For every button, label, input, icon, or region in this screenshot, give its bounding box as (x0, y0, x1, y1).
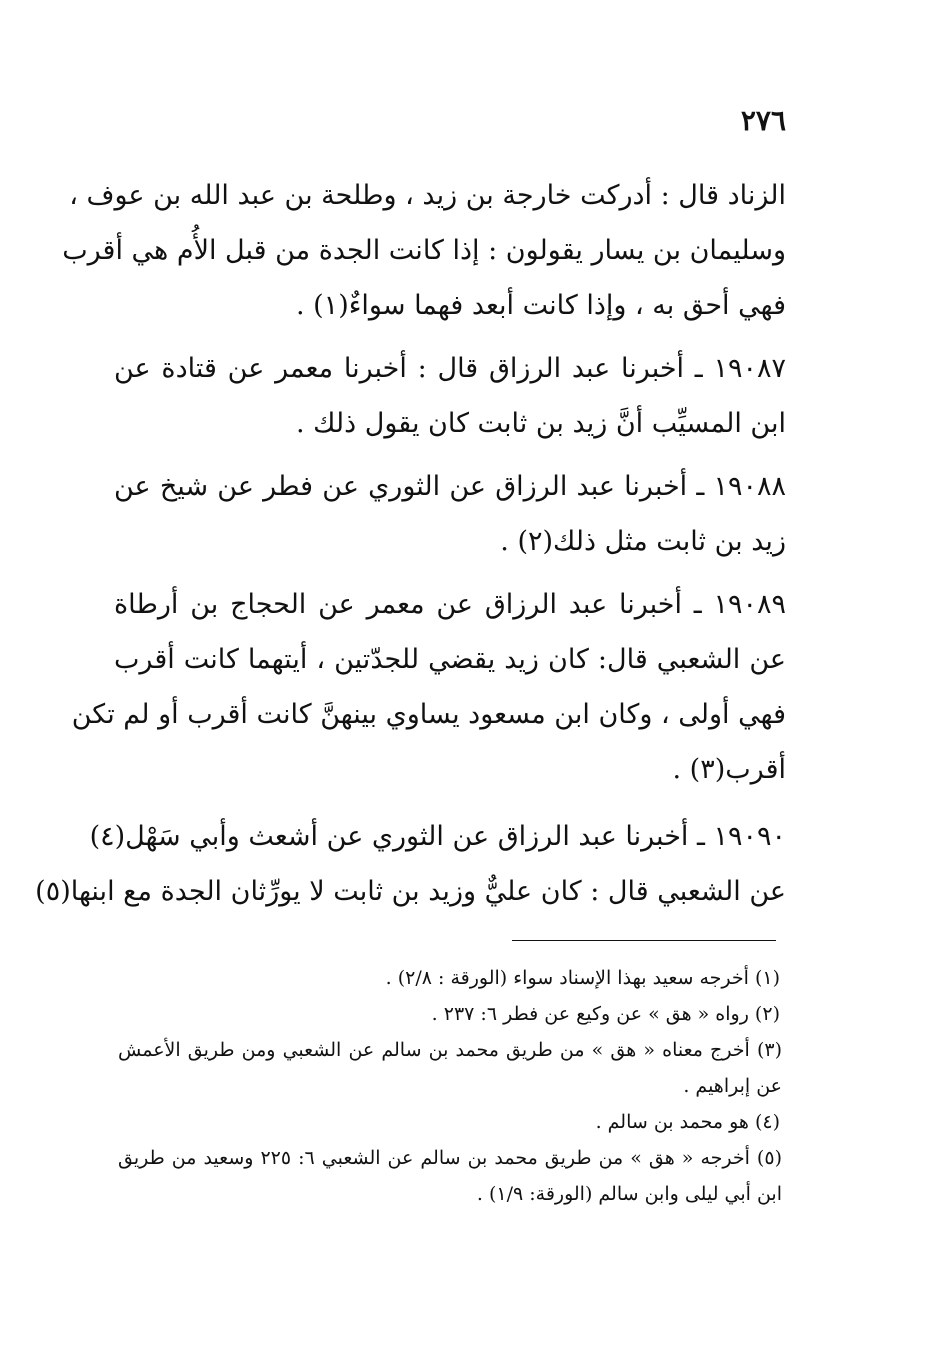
text-line: ١٩٠٨٧ ـ أخبرنا عبد الرزاق قال : أخبرنا معمر عن قتادة عن (114, 353, 786, 384)
text-line: زيد بن ثابت مثل ذلك(٢) . (500, 526, 786, 557)
footnote-2 (118, 996, 782, 1032)
text-line: عن الشعبي قال: كان زيد يقضي للجدّتين ، أيتهما كانت أقرب (114, 644, 786, 675)
text-line: ١٩٠٩٠ ـ أخبرنا عبد الرزاق عن الثوري عن أشعث وأبي سَهْل(٤) (89, 821, 786, 852)
paragraph-19087 (114, 341, 786, 451)
footnote-3 (118, 1032, 782, 1104)
paragraph-19088 (114, 459, 786, 569)
text-line: فهي أحق به ، وإذا كانت أبعد فهما سواءٌ(١) . (295, 290, 786, 321)
footnotes (118, 960, 782, 1212)
text-line: فهي أولى ، وكان ابن مسعود يساوي بينهنَّ كانت أقرب أو لم تكن (71, 699, 786, 730)
footnote-line: عن إبراهيم . (683, 1075, 782, 1097)
page-number: ٢٧٦ (740, 104, 786, 137)
text-line: الزناد قال : أدركت خارجة بن زيد ، وطلحة بن عبد الله بن عوف ، (69, 180, 786, 211)
text-line: ١٩٠٨٩ ـ أخبرنا عبد الرزاق عن معمر عن الحجاج بن أرطاة (114, 589, 786, 620)
paragraph-19089 (71, 577, 786, 797)
footnote-line: (٤) هو محمد بن سالم . (595, 1111, 780, 1133)
paragraph-19090 (35, 809, 786, 919)
text-line: ابن المسيِّب أنَّ زيد بن ثابت كان يقول ذلك . (295, 408, 786, 439)
footnote-separator (512, 940, 776, 941)
footnote-line: (١) أخرجه سعيد بهذا الإسناد سواء (الورقة : ٢/٨) . (385, 967, 780, 989)
main-text (35, 168, 786, 919)
text-line: عن الشعبي قال : كان عليٌّ وزيد بن ثابت لا يورِّثان الجدة مع ابنها(٥) (35, 876, 786, 907)
footnote-5 (118, 1140, 782, 1212)
footnote-line: ابن أبي ليلى وابن سالم (الورقة: ١/٩) . (476, 1183, 782, 1205)
text-line: وسليمان بن يسار يقولون : إذا كانت الجدة من قبل الأُم هي أقرب (62, 235, 786, 266)
text-line: أقرب(٣) . (672, 754, 786, 785)
footnote-1 (118, 960, 782, 996)
text-line: ١٩٠٨٨ ـ أخبرنا عبد الرزاق عن الثوري عن فطر عن شيخ عن (114, 471, 786, 502)
footnote-4 (118, 1104, 782, 1140)
footnote-line: (٥) أخرجه « هق » من طريق محمد بن سالم عن الشعبي ٦: ٢٢٥ وسعيد من طريق (118, 1147, 782, 1169)
footnote-line: (٣) أخرج معناه « هق » من طريق محمد بن سالم عن الشعبي ومن طريق الأعمش (118, 1039, 782, 1061)
footnote-line: (٢) رواه « هق » عن وكيع عن فطر ٦: ٢٣٧ . (431, 1003, 780, 1025)
paragraph-1 (62, 168, 786, 333)
